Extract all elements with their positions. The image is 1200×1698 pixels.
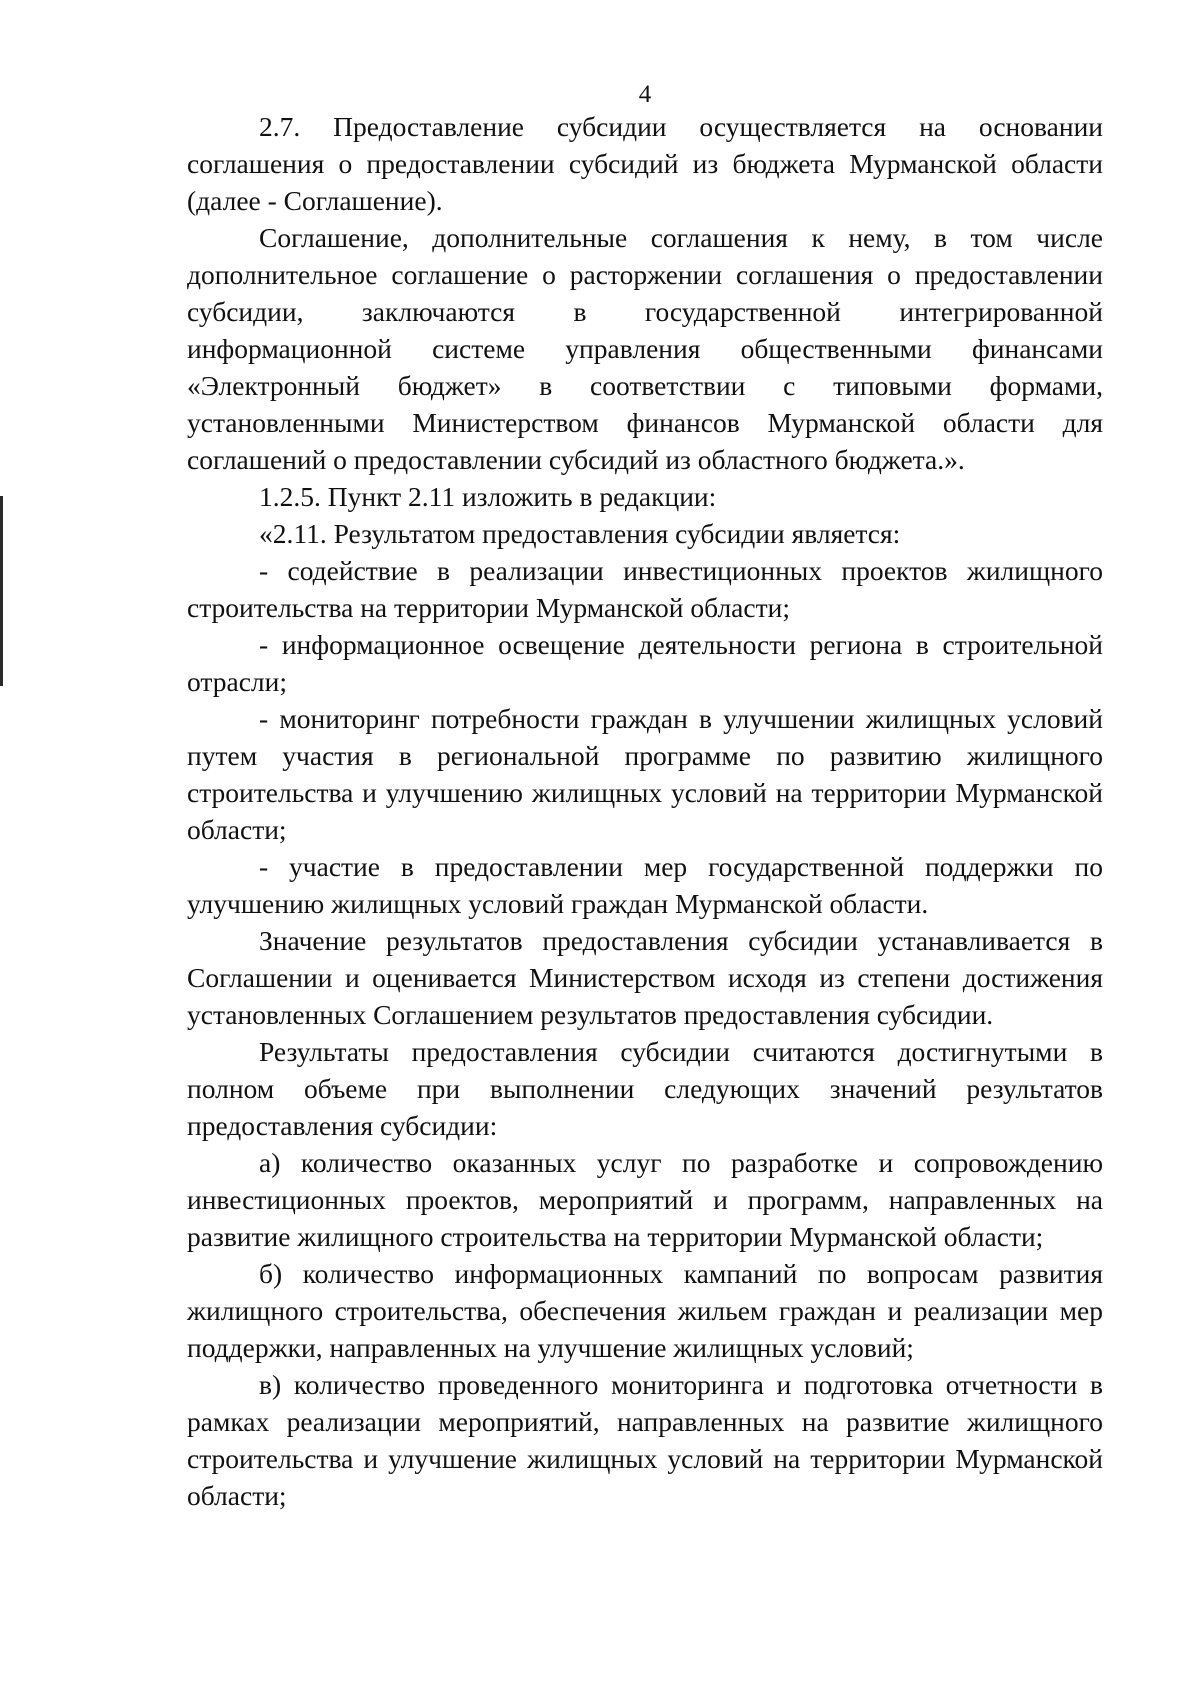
paragraph-result-value: Значение результатов предоставления субсидии устанавливается в Соглашении и оценивается Министерством исходя из степени достижения установленных Соглашением результатов предоставления субсидии. bbox=[187, 925, 1103, 1030]
paragraph-1-2-5: 1.2.5. Пункт 2.11 изложить в редакции: bbox=[259, 481, 717, 512]
list-item-b: б) количество информационных кампаний по вопросам развития жилищного строительства, обеспечения жильем граждан и реализации мер поддержки, направленных на улучшение жилищных условий; bbox=[187, 1258, 1103, 1363]
list-item-support: - участие в предоставлении мер государственной поддержки по улучшению жилищных условий граждан Мурманской области. bbox=[187, 851, 1103, 919]
list-item-investment: - содействие в реализации инвестиционных проектов жилищного строительства на территории Мурманской области; bbox=[187, 555, 1103, 623]
list-item-information: - информационное освещение деятельности региона в строительной отрасли; bbox=[187, 629, 1103, 697]
paragraph-results-achieved: Результаты предоставления субсидии считаются достигнутыми в полном объеме при выполнении следующих значений результатов предоставления субсидии: bbox=[187, 1036, 1103, 1141]
paragraph-2-7: 2.7. Предоставление субсидии осуществляется на основании соглашения о предоставлении субсидий из бюджета Мурманской области (далее - Соглашение). bbox=[187, 111, 1103, 216]
page-number: 4 bbox=[638, 81, 652, 108]
paragraph-2-11: «2.11. Результатом предоставления субсидии является: bbox=[259, 518, 901, 549]
list-item-v: в) количество проведенного мониторинга и подготовка отчетности в рамках реализации мероприятий, направленных на развитие жилищного строительства и улучшение жилищных условий на территории Мурманской области; bbox=[187, 1369, 1103, 1511]
list-item-a: а) количество оказанных услуг по разработке и сопровождению инвестиционных проектов, мероприятий и программ, направленных на развитие жилищного строительства на территории Мурманской области; bbox=[187, 1147, 1103, 1252]
document-body bbox=[187, 108, 1103, 1514]
scan-edge-mark bbox=[0, 496, 3, 686]
paragraph-agreement: Соглашение, дополнительные соглашения к нему, в том числе дополнительное соглашение о расторжении соглашения о предоставлении субсидии, заключаются в государственной интегрированной информационной системе управления общественными финансами «Электронный бюджет» в соответствии с типовыми формами, установленными Министерством финансов Мурманской области для соглашений о предоставлении субсидий из областного бюджета.». bbox=[187, 222, 1103, 475]
list-item-monitoring: - мониторинг потребности граждан в улучшении жилищных условий путем участия в региональной программе по развитию жилищного строительства и улучшению жилищных условий на территории Мурманской области; bbox=[187, 703, 1103, 845]
